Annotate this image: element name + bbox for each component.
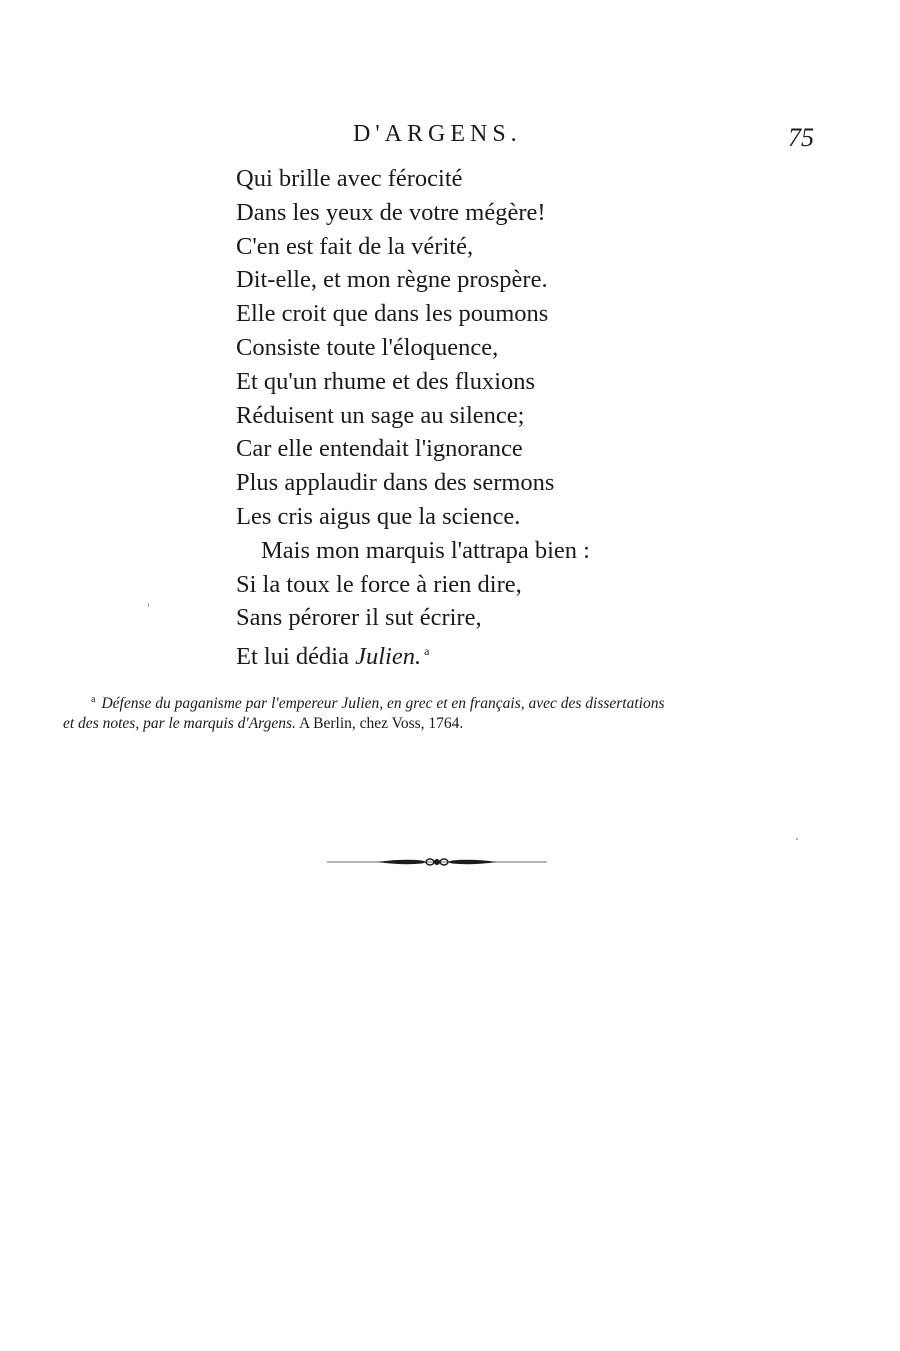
footnote-line bbox=[63, 688, 823, 712]
verse-line: Consiste toute l'éloquence, bbox=[236, 333, 499, 361]
verse-line: Sans pérorer il sut écrire, bbox=[236, 604, 482, 632]
poem bbox=[236, 162, 706, 669]
footnote-marker: a bbox=[91, 694, 96, 705]
page-number: 75 bbox=[788, 123, 814, 152]
ornament-spindle bbox=[377, 860, 427, 864]
verse-line-last bbox=[236, 635, 706, 669]
paper-speck bbox=[148, 603, 149, 607]
verse-line: Réduisent un sage au silence; bbox=[236, 401, 525, 429]
verse-line: Qui brille avec férocité bbox=[236, 165, 463, 192]
running-title: D'ARGENS. bbox=[353, 121, 522, 147]
footnote bbox=[63, 688, 823, 736]
verse-line: Les cris aigus que la science. bbox=[236, 502, 521, 530]
paper-speck bbox=[796, 838, 798, 840]
footnote-line bbox=[63, 712, 823, 736]
tailpiece-ornament bbox=[327, 852, 547, 872]
verse-line-indented: Mais mon marquis l'attrapa bien : bbox=[261, 536, 590, 564]
footnote-reference[interactable]: a bbox=[424, 644, 430, 659]
running-head bbox=[0, 118, 900, 150]
verse-line: Elle croit que dans les poumons bbox=[236, 300, 549, 328]
verse-line: C'en est fait de la vérité, bbox=[236, 232, 474, 260]
footnote-citation-cont: et des notes, par le marquis d'Argens. bbox=[63, 715, 296, 732]
ornament-spindle bbox=[447, 860, 497, 864]
verse-line: Et qu'un rhume et des fluxions bbox=[236, 367, 536, 395]
verse-line: Car elle entendait l'ignorance bbox=[236, 435, 523, 463]
verse-line: Dans les yeux de votre mégère! bbox=[236, 198, 546, 226]
verse-line: Plus applaudir dans des sermons bbox=[236, 469, 555, 497]
footnote-imprint: A Berlin, chez Voss, 1764. bbox=[298, 715, 464, 732]
footnote-citation: Défense du paganisme par l'empereur Julien, en grec et en français, avec des dissertations bbox=[101, 695, 665, 712]
verse-line: Dit-elle, et mon règne prospère. bbox=[236, 266, 548, 294]
verse-text: Et lui dédia bbox=[236, 643, 349, 671]
work-title: Julien. bbox=[355, 643, 422, 671]
verse-line: Si la toux le force à rien dire, bbox=[236, 570, 522, 598]
ornament-bead bbox=[434, 859, 440, 865]
